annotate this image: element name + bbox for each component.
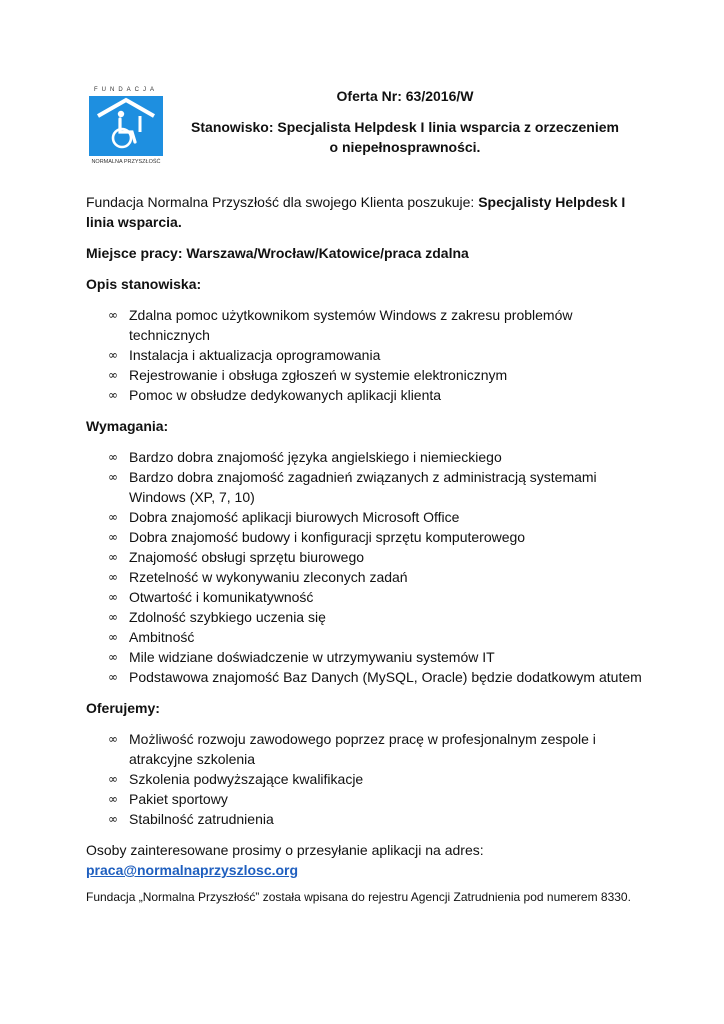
list-item: ∞ Otwartość i komunikatywność — [108, 589, 314, 605]
bullet-icon: ∞ — [108, 368, 118, 382]
bullet-icon: ∞ — [108, 732, 118, 746]
bullet-icon: ∞ — [108, 630, 118, 644]
bullet-icon: ∞ — [108, 530, 118, 544]
bullet-icon: ∞ — [108, 812, 118, 826]
list-item: ∞ Rejestrowanie i obsługa zgłoszeń w systemie elektronicznym — [108, 367, 508, 383]
bullet-icon: ∞ — [108, 772, 118, 786]
bullet-icon: ∞ — [108, 470, 118, 484]
bullet-icon: ∞ — [108, 792, 118, 806]
list-item: ∞ Znajomość obsługi sprzętu biurowego — [108, 549, 365, 565]
list-item: ∞ Ambitność — [108, 629, 195, 645]
list-item: ∞ Dobra znajomość budowy i konfiguracji sprzętu komputerowego — [108, 529, 526, 545]
logo-top-text: FUNDACJA — [93, 87, 159, 93]
list-item: ∞ Bardzo dobra znajomość języka angielskiego i niemieckiego — [108, 449, 502, 465]
bullet-icon: ∞ — [108, 570, 118, 584]
contact-text: Osoby zainteresowane prosimy o przesyłanie aplikacji na adres: — [86, 842, 484, 858]
requirements-heading: Wymagania: — [86, 418, 169, 434]
email-link[interactable]: praca@normalnaprzyszlosc.org — [86, 862, 299, 878]
list-item: ∞ Instalacja i aktualizacja oprogramowania — [108, 347, 381, 363]
requirements-list — [86, 447, 646, 687]
contact-block — [86, 840, 646, 880]
list-item: ∞ Rzetelność w wykonywaniu zleconych zadań — [108, 569, 408, 585]
list-item: ∞ Pakiet sportowy — [108, 791, 228, 807]
description-list — [86, 305, 646, 405]
position-title — [175, 117, 635, 157]
bullet-icon: ∞ — [108, 510, 118, 524]
list-item: ∞ Podstawowa znajomość Baz Danych (MySQL, Oracle) będzie dodatkowym atutem — [108, 669, 642, 685]
intro-job-title: Specjalisty Helpdesk I linia wsparcia. — [86, 194, 626, 230]
bullet-icon: ∞ — [108, 590, 118, 604]
bullet-icon: ∞ — [108, 450, 118, 464]
bullet-icon: ∞ — [108, 348, 118, 362]
list-item: ∞ Pomoc w obsłudze dedykowanych aplikacji klienta — [108, 387, 442, 403]
foundation-logo — [86, 84, 166, 166]
offer-heading: Oferujemy: — [86, 700, 160, 716]
intro-paragraph — [86, 192, 646, 232]
bullet-icon: ∞ — [108, 388, 118, 402]
offer-list — [86, 729, 646, 829]
document-body — [86, 192, 646, 906]
offer-number: Oferta Nr: 63/2016/W — [336, 88, 474, 104]
person-head-icon — [118, 111, 124, 117]
list-item: ∞ Możliwość rozwoju zawodowego poprzez pracę w profesjonalnym zespole i atrakcyjne szkolenia — [108, 731, 596, 767]
position-title-line1: Stanowisko: Specjalista Helpdesk I linia wsparcia z orzeczeniem — [191, 119, 619, 135]
description-heading: Opis stanowiska: — [86, 276, 202, 292]
bullet-icon: ∞ — [108, 610, 118, 624]
workplace: Miejsce pracy: Warszawa/Wrocław/Katowice/praca zdalna — [86, 245, 469, 261]
list-item: ∞ Zdolność szybkiego uczenia się — [108, 609, 326, 625]
intro-text: Fundacja Normalna Przyszłość dla swojego Klienta poszukuje: — [86, 194, 479, 210]
list-item: ∞ Stabilność zatrudnienia — [108, 811, 274, 827]
wheelchair-house-icon — [86, 84, 166, 166]
list-item: ∞ Szkolenia podwyższające kwalifikacje — [108, 771, 364, 787]
list-item: ∞ Dobra znajomość aplikacji biurowych Microsoft Office — [108, 509, 460, 525]
list-item: ∞ Bardzo dobra znajomość zagadnień związanych z administracją systemami Windows (XP, 7, 10) — [108, 469, 597, 505]
list-item: ∞ Mile widziane doświadczenie w utrzymywaniu systemów IT — [108, 649, 495, 665]
logo-bottom-text: NORMALNA PRZYSZŁOŚĆ — [91, 159, 161, 165]
footer-note: Fundacja „Normalna Przyszłość” została wpisana do rejestru Agencji Zatrudnienia pod numerem 8330. — [86, 890, 631, 904]
list-item: ∞ Zdalna pomoc użytkownikom systemów Windows z zakresu problemów technicznych — [108, 307, 573, 343]
bullet-icon: ∞ — [108, 550, 118, 564]
bullet-icon: ∞ — [108, 650, 118, 664]
position-title-line2: o niepełnosprawności. — [329, 139, 481, 155]
bullet-icon: ∞ — [108, 308, 118, 322]
bullet-icon: ∞ — [108, 670, 118, 684]
